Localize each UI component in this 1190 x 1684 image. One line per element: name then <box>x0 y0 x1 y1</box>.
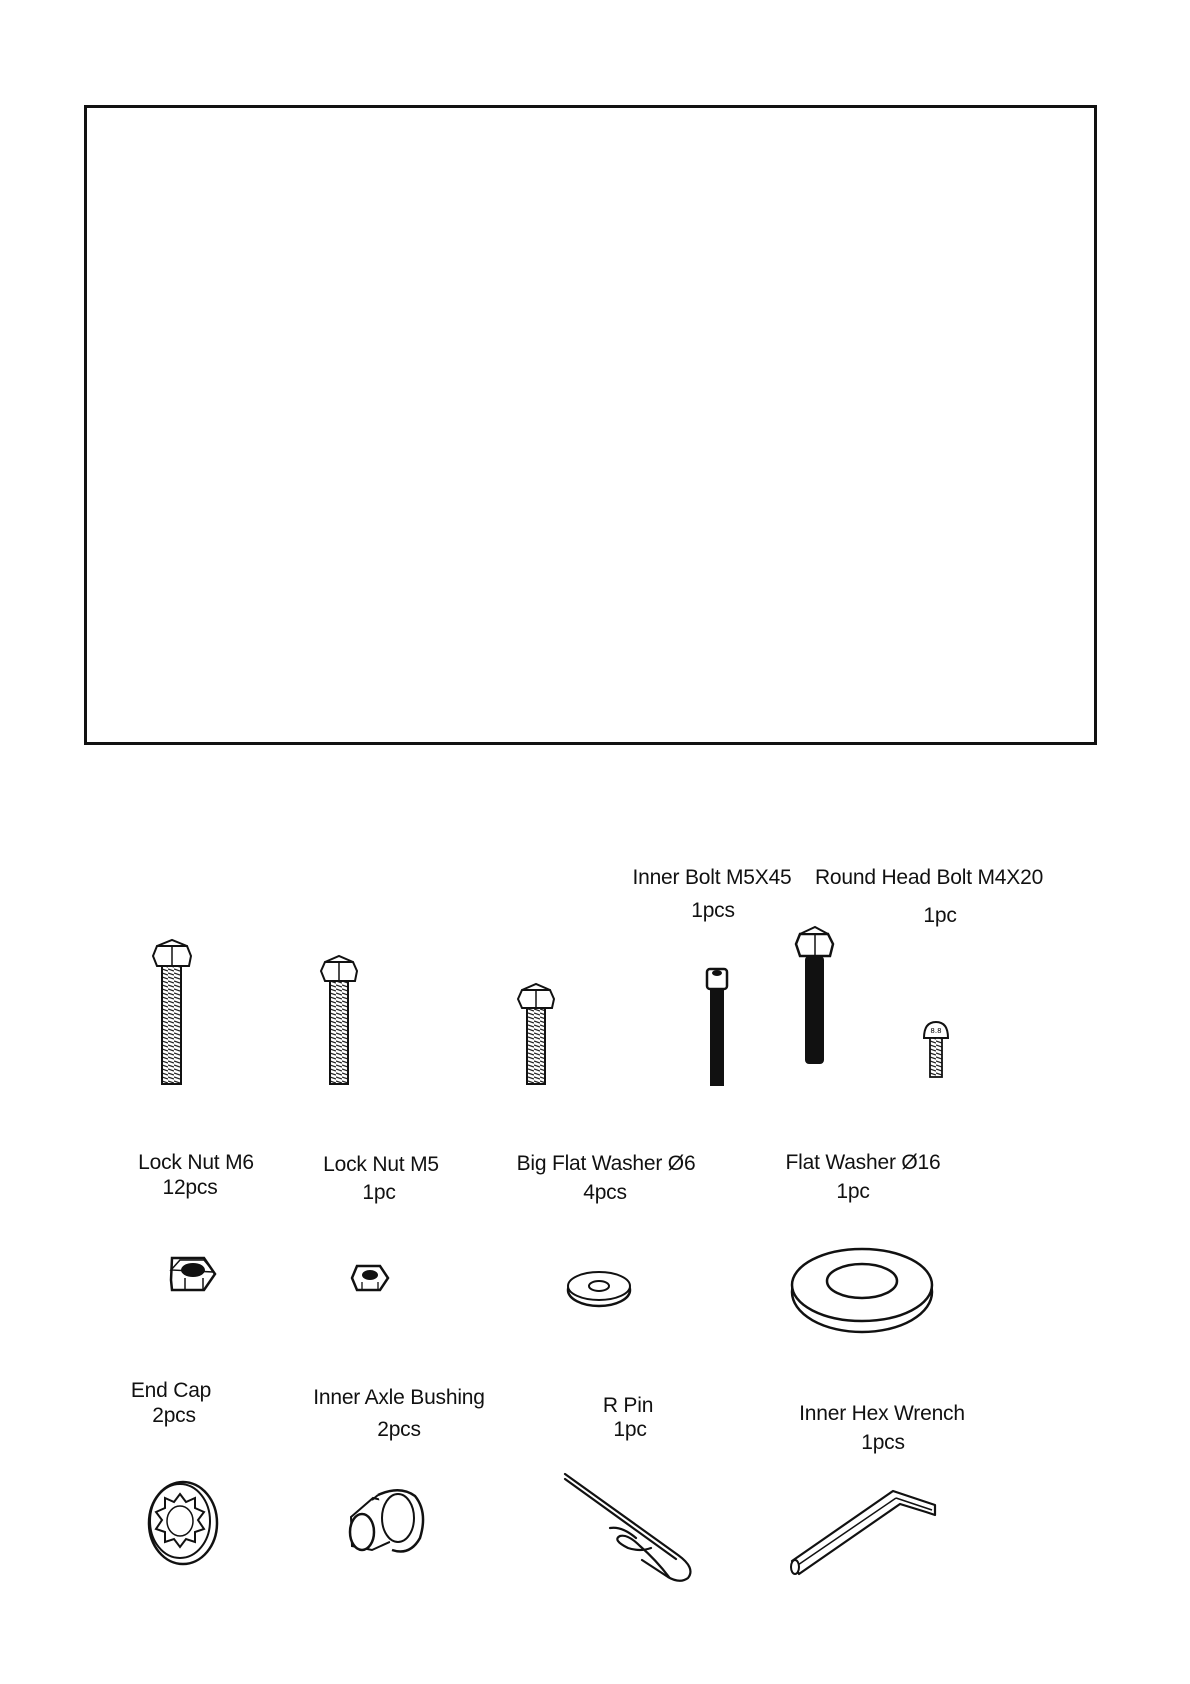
end-cap-name: End Cap <box>130 1379 212 1402</box>
hex-bolt-black-icon <box>796 927 833 1064</box>
round-head-bolt-icon <box>924 1022 948 1077</box>
inner-hex-wrench-name: Inner Hex Wrench <box>799 1402 965 1425</box>
hex-bolt-medium-icon <box>321 956 357 1084</box>
lock-nut-m5-name: Lock Nut M5 <box>323 1153 439 1176</box>
inner-bolt-name: Inner Bolt M5X45 <box>632 866 792 889</box>
end-cap-qty: 2pcs <box>152 1404 196 1427</box>
inner-socket-bolt-icon <box>707 969 727 1086</box>
hex-bolt-short-icon <box>518 984 554 1084</box>
r-pin-name: R Pin <box>602 1394 654 1417</box>
inner-axle-bushing-name: Inner Axle Bushing <box>313 1386 485 1409</box>
round-head-bolt-name: Round Head Bolt M4X20 <box>814 866 1044 889</box>
lock-nut-m5-qty: 1pc <box>362 1181 396 1204</box>
r-pin-qty: 1pc <box>613 1418 647 1441</box>
inner-axle-bushing-qty: 2pcs <box>377 1418 421 1441</box>
inner-bolt-qty: 1pcs <box>691 899 735 922</box>
lock-nut-m6-name: Lock Nut M6 <box>138 1151 254 1174</box>
inner-hex-wrench-qty: 1pcs <box>861 1431 905 1454</box>
big-flat-washer-name: Big Flat Washer Ø6 <box>516 1152 696 1175</box>
flat-washer-qty: 1pc <box>836 1180 870 1203</box>
lock-nut-m6-qty: 12pcs <box>162 1176 218 1199</box>
svg-text:8.8: 8.8 <box>930 1027 942 1035</box>
hex-bolt-long-icon <box>153 940 191 1084</box>
big-flat-washer-qty: 4pcs <box>583 1181 627 1204</box>
round-head-bolt-qty: 1pc <box>923 904 957 927</box>
flat-washer-name: Flat Washer Ø16 <box>785 1151 941 1174</box>
